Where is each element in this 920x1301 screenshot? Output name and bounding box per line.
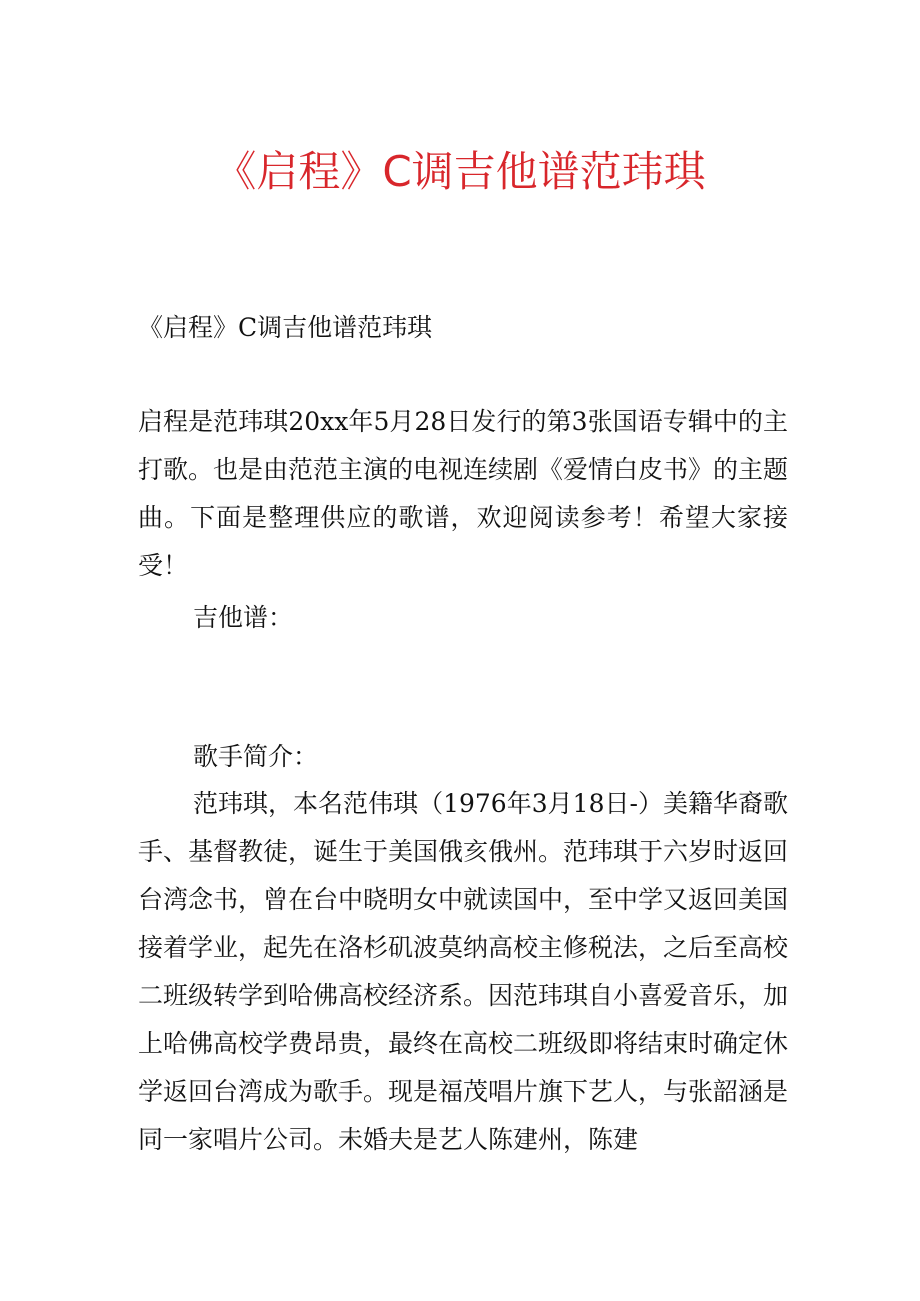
singer-bio-label: 歌手简介：	[193, 742, 319, 771]
guitar-tab-label: 吉他谱：	[193, 603, 294, 632]
singer-bio-paragraph: 范玮琪，本名范伟琪（1976年3月18日-）美籍华裔歌手、基督教徒，诞生于美国俄亥俄州。范玮琪于六岁时返回台湾念书，曾在台中晓明女中就读国中，至中学又返回美国接着学业，起先在洛杉矶波莫纳高校主修税法，之后至高校二班级转学到哈佛高校经济系。因范玮琪自小喜爱音乐，加上哈佛高校学费昂贵，最终在高校二班级即将结束时确定休学返回台湾成为歌手。现是福茂唱片旗下艺人，与张韶涵是同一家唱片公司。未婚夫是艺人陈建州，陈建	[138, 789, 789, 1154]
document-title: 《启程》C调吉他谱范玮琪	[214, 147, 706, 196]
intro-paragraph: 启程是范玮琪20xx年5月28日发行的第3张国语专辑中的主打歌。也是由范范主演的电视连续剧《爱情白皮书》的主题曲。下面是整理供应的歌谱，欢迎阅读参考！希望大家接受！	[138, 407, 789, 580]
document-subtitle: 《启程》C调吉他谱范玮琪	[138, 313, 433, 342]
